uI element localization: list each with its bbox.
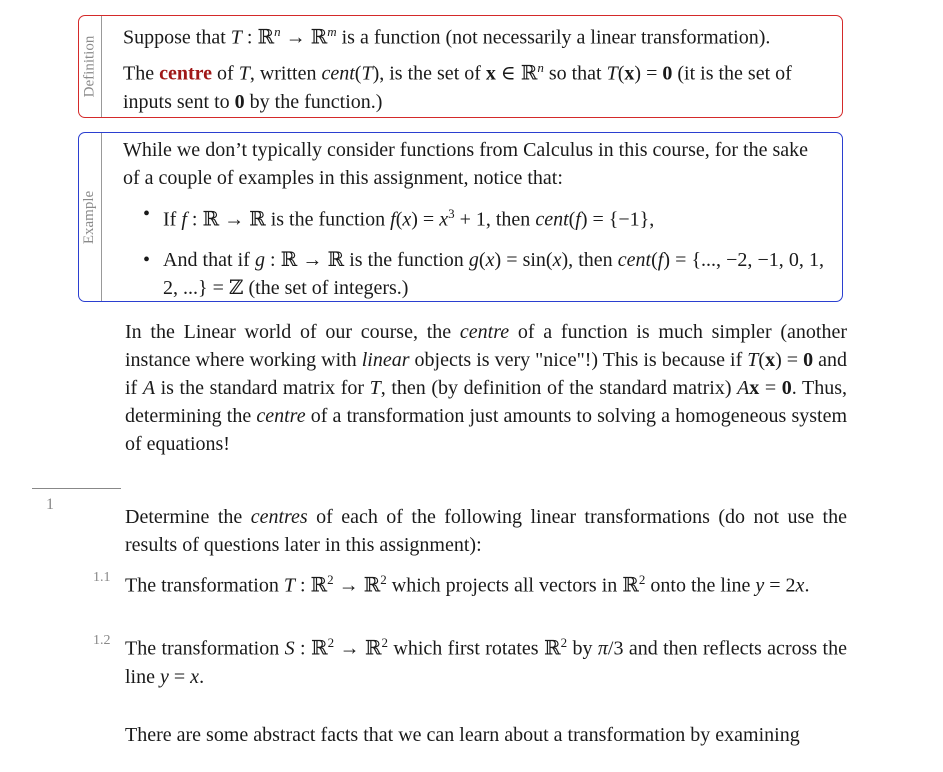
definition-line-2: The centre of T, written cent(T), is the set of x ∈ ℝ$^n$ so that T(x) = 0 (it is the set of inputs sent to 0 by the function.) xyxy=(123,60,792,113)
list-item: • If f : ℝ → ℝ is the function $f(x) = x^3 + 1$, then cent(f) = {−1}, xyxy=(143,203,655,231)
example-divider xyxy=(101,133,102,301)
part-number: 1.2 xyxy=(93,633,111,648)
definition-line-1: Suppose that T : ℝ$^n$ → ℝ$^m$ is a function (not necessarily a linear transformation). xyxy=(123,24,771,49)
example-list xyxy=(123,200,824,302)
part-number: 1.1 xyxy=(93,570,111,585)
example-intro: While we don’t typically consider functions from Calculus in this course, for the sake of a couple of examples in this assignment, notice that: xyxy=(123,139,809,189)
closing-text: There are some abstract facts that we can learn about a transformation by examining xyxy=(125,724,800,746)
example-box xyxy=(78,132,843,302)
question-number: 1 xyxy=(46,496,54,513)
list-item: • And that if g : ℝ → ℝ is the function g(x) = sin(x), then cent(f) = {..., −2, −1, 0, 1, 2, ...} = ℤ (the set of integers.) xyxy=(143,248,824,299)
example-label: Example xyxy=(81,190,98,244)
question-prompt: Determine the centres of each of the following linear transformations (do not use the results of questions later in this assignment): xyxy=(125,506,847,556)
question-part-2: The transformation S : ℝ$^2$ → ℝ$^2$ which first rotates ℝ$^2$ by π/3 and then reflects across the line y = x. xyxy=(125,635,847,688)
definition-box xyxy=(78,15,843,118)
explanation-paragraph: In the Linear world of our course, the centre of a function is much simpler (another instance where working with linear objects is very "nice"!) This is because if T(x) = 0 and if A is the standard matrix for T, then (by definition of the standard matrix) Ax = 0. Thus, determining the centre of a transformation just amounts to solving a homogeneous system of equations! xyxy=(125,321,847,455)
definition-divider xyxy=(101,16,102,117)
question-part-1: The transformation T : ℝ$^2$ → ℝ$^2$ which projects all vectors in ℝ$^2$ onto the line y = 2x. xyxy=(125,572,810,597)
question-rule xyxy=(32,488,121,489)
definition-label: Definition xyxy=(81,35,98,98)
definition-term: centre xyxy=(159,62,213,85)
